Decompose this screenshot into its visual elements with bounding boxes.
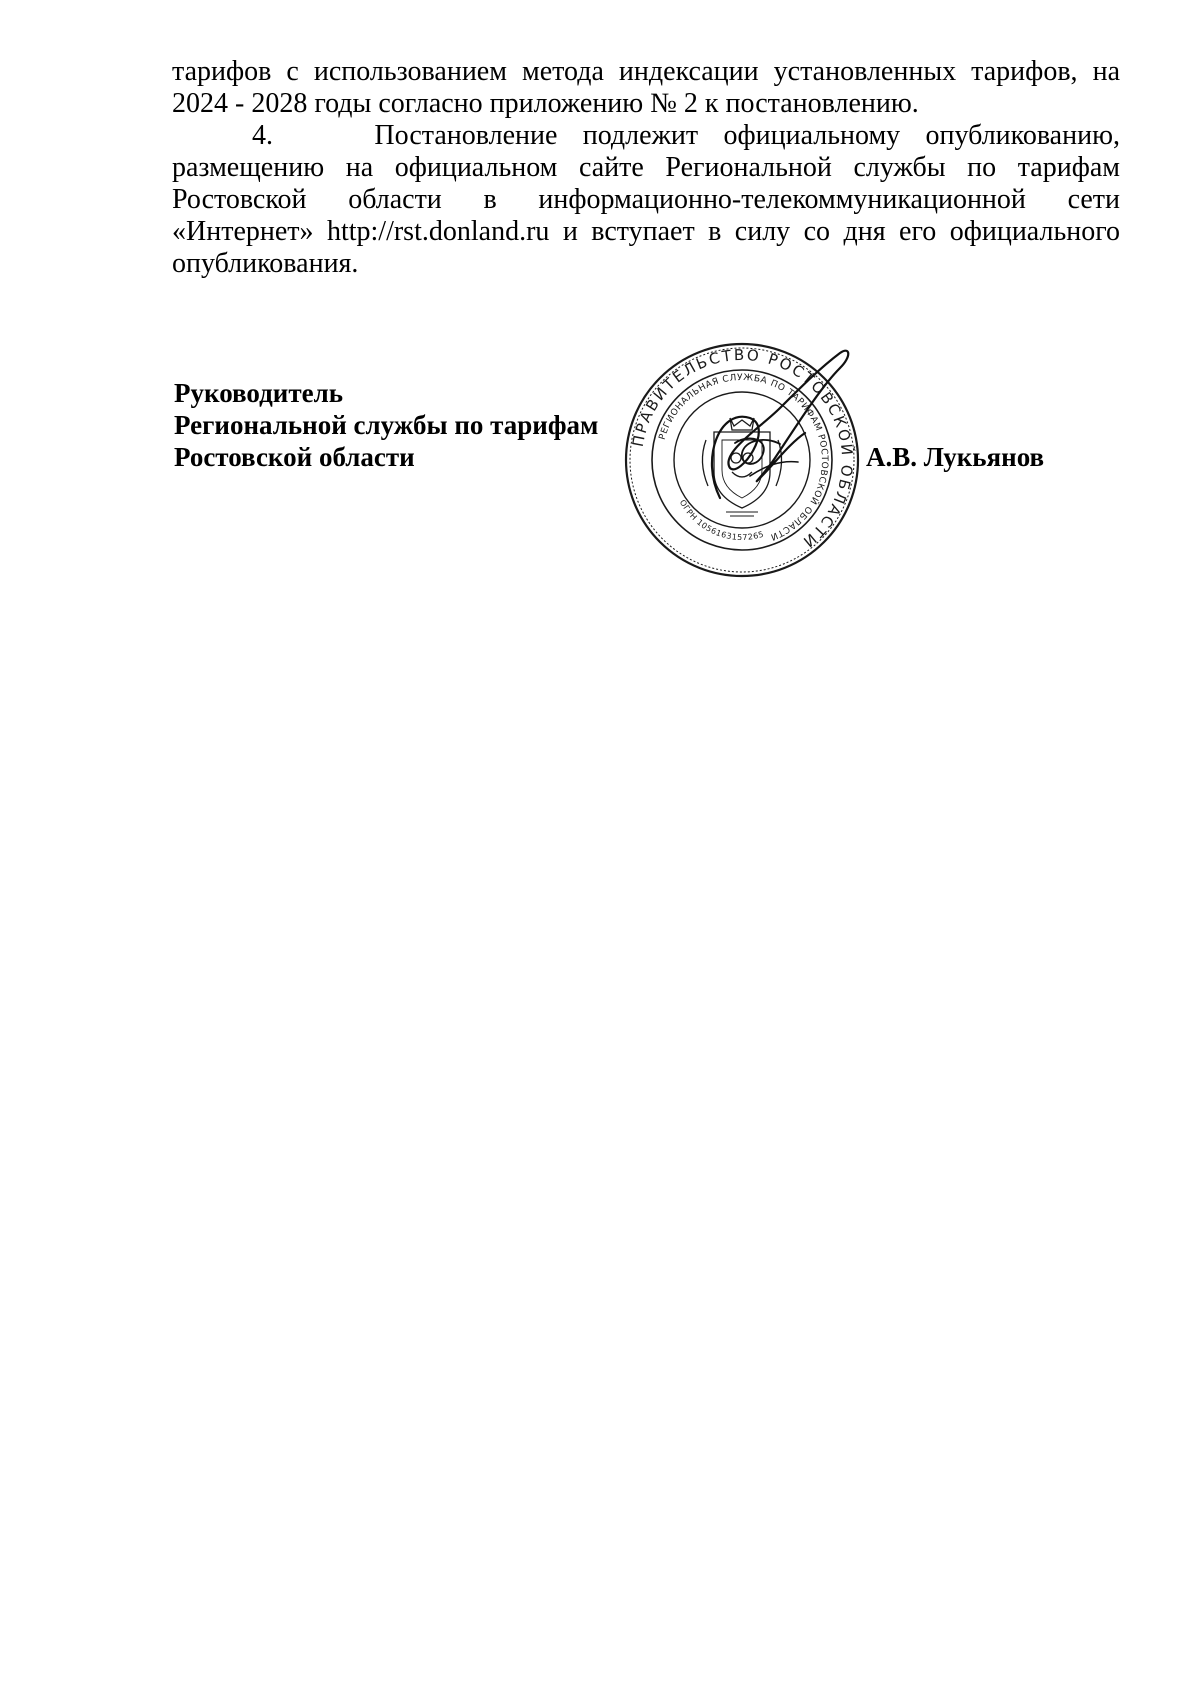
paragraph-publication-clause: 4. Постановление подлежит официальному опубликованию, размещению на официальном сайте Региональной службы по тарифам Ростовской области в информационно-телекоммуникационной сети «Интернет» http://rst.donland.ru и вступает в силу со дня его официального опубликования. [172,120,1120,279]
seal-outer-text: ПРАВИТЕЛЬСТВО РОСТОВСКОЙ ОБЛАСТИ [628,345,857,553]
document-body [172,56,1120,280]
signer-name: А.В. Лукьянов [866,442,1045,472]
seal-ogrn-text: ОГРН 1056163157265 [677,498,766,543]
handwritten-signature [680,348,860,538]
signatory-title-line: Руководитель [174,378,344,408]
seal-inner-text: РЕГИОНАЛЬНАЯ СЛУЖБА ПО ТАРИФАМ РОСТОВСКОЙ ОБЛАСТИ [657,372,830,542]
signatory-title [174,377,598,473]
signatory-title-line: Ростовской области [174,442,415,472]
paragraph-tariffs-continuation: тарифов с использованием метода индексации установленных тарифов, на 2024 - 2028 годы согласно приложению № 2 к постановлению. [172,56,1120,119]
signatory-title-line: Региональной службы по тарифам [174,410,599,440]
